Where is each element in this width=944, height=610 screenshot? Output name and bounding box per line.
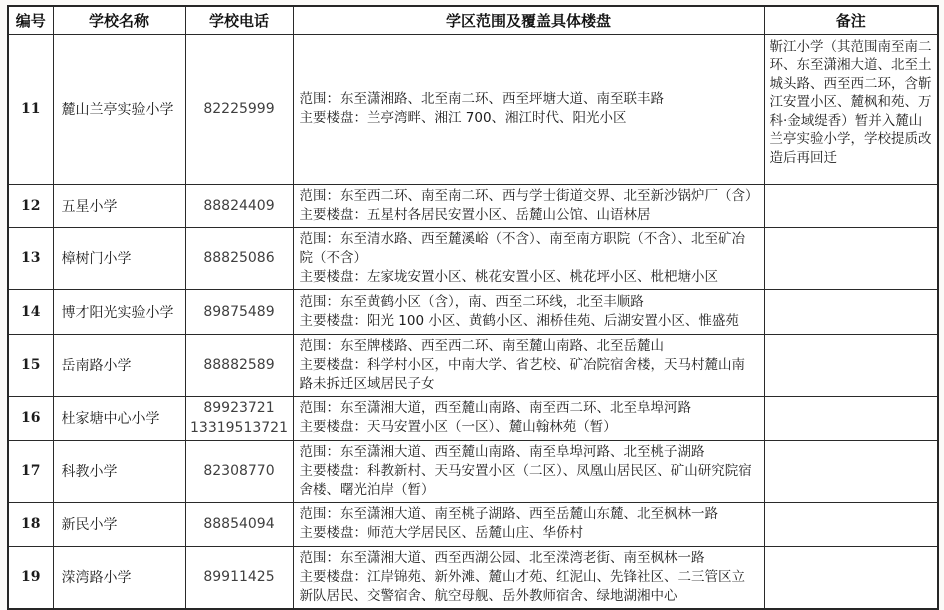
range-line: 范围：东至潇湘路、北至南二环、西至坪塘大道、南至联丰路 xyxy=(299,91,664,107)
table-row xyxy=(8,546,938,609)
buildings-line: 主要楼盘：科学村小区，中南大学、省艺校、矿冶院宿舍楼，天马村麓山南路未拆迁区域居民子女 xyxy=(299,356,745,392)
district-range-cell xyxy=(293,502,764,546)
school-name: 杜家塘中心小学 xyxy=(53,396,185,440)
row-number: 15 xyxy=(8,334,53,396)
district-range-cell xyxy=(293,334,764,396)
column-header-district-range: 学区范围及覆盖具体楼盘 xyxy=(293,6,764,34)
column-header-school-name: 学校名称 xyxy=(53,6,185,34)
table-row xyxy=(8,227,938,289)
column-header-remark: 备注 xyxy=(764,6,938,34)
school-phone xyxy=(185,396,293,440)
buildings-line: 主要楼盘：师范大学居民区、岳麓山庄、华侨村 xyxy=(299,525,583,541)
range-line: 范围：东至潇湘大道、南至桃子湖路、西至岳麓山东麓、北至枫林一路 xyxy=(299,506,718,522)
row-number: 13 xyxy=(8,227,53,289)
table-row xyxy=(8,334,938,396)
school-name: 麓山兰亭实验小学 xyxy=(53,34,185,184)
range-line: 范围：东至西二环、南至南二环、西与学士街道交界、北至新沙锅炉厂（含） xyxy=(299,187,759,204)
remark-cell xyxy=(764,546,938,609)
row-number: 11 xyxy=(8,34,53,184)
remark-cell xyxy=(764,502,938,546)
district-range-cell xyxy=(293,227,764,289)
district-range-cell xyxy=(293,440,764,502)
district-range-cell xyxy=(293,184,764,227)
range-line: 范围：东至潇湘大道、西至西湖公园、北至溁湾老街、南至枫林一路 xyxy=(299,549,705,566)
buildings-line: 主要楼盘：天马安置小区（一区）、麓山翰林苑（暂） xyxy=(299,419,617,435)
range-line: 范围：东至牌楼路、西至西二环、南至麓山南路、北至岳麓山 xyxy=(299,337,664,354)
buildings-line: 主要楼盘：兰亭湾畔、湘江 700、湘江时代、阳光小区 xyxy=(299,110,627,126)
phone-line-1: 82308770 xyxy=(203,463,275,479)
table-header xyxy=(8,6,938,34)
remark-cell xyxy=(764,440,938,502)
school-name: 溁湾路小学 xyxy=(53,546,185,609)
table-row xyxy=(8,184,938,227)
column-header-number: 编号 xyxy=(8,6,53,34)
buildings-line: 主要楼盘：江岸锦苑、新外滩、麓山才苑、红泥山、先锋社区、二三管区立新队居民、交警宿舍、航空母舰、岳外教师宿舍、绿地湖湘中心 xyxy=(299,568,745,604)
school-name: 科教小学 xyxy=(53,440,185,502)
buildings-line: 主要楼盘：科教新村、天马安置小区（二区）、凤凰山居民区、矿山研究院宿舍楼、曙光泊岸（暂） xyxy=(299,462,752,498)
row-number: 16 xyxy=(8,396,53,440)
school-name: 五星小学 xyxy=(53,184,185,227)
table-row xyxy=(8,502,938,546)
school-phone xyxy=(185,334,293,396)
phone-line-1: 88824409 xyxy=(203,197,275,214)
phone-line-1: 88854094 xyxy=(203,516,275,532)
school-name: 博才阳光实验小学 xyxy=(53,289,185,334)
range-line: 范围：东至潇湘大道、西至麓山南路、南至阜埠河路、北至桃子湖路 xyxy=(299,443,705,460)
table-body xyxy=(8,34,938,609)
table-row xyxy=(8,289,938,334)
row-number: 17 xyxy=(8,440,53,502)
buildings-line: 主要楼盘：左家垅安置小区、桃花安置小区、桃花坪小区、枇杷塘小区 xyxy=(299,268,718,285)
remark-cell: 靳江小学（其范围南至南二环、东至潇湘大道、北至土城头路、西至西二环，含靳江安置小区、麓枫和苑、万科·金域缇香）暂并入麓山兰亭实验小学，学校提质改造后再回迁 xyxy=(764,34,938,184)
school-phone xyxy=(185,546,293,609)
row-number: 14 xyxy=(8,289,53,334)
table-row xyxy=(8,396,938,440)
table-row xyxy=(8,34,938,184)
range-line: 范围：东至清水路、西至麓溪峪（不含）、南至南方职院（不含）、北至矿冶院（不含） xyxy=(299,230,745,266)
school-phone xyxy=(185,34,293,184)
header-row xyxy=(8,6,938,34)
remark-cell xyxy=(764,184,938,227)
buildings-line: 主要楼盘：阳光 100 小区、黄鹤小区、湘桥佳苑、后湖安置小区、惟盛苑 xyxy=(299,312,739,329)
school-phone xyxy=(185,440,293,502)
phone-line-1: 89875489 xyxy=(203,303,275,320)
remark-cell xyxy=(764,334,938,396)
district-range-cell xyxy=(293,546,764,609)
district-range-cell xyxy=(293,34,764,184)
buildings-line: 主要楼盘：五星村各居民安置小区、岳麓山公馆、山语林居 xyxy=(299,206,651,223)
phone-line-1: 88882589 xyxy=(203,357,275,373)
range-line: 范围：东至黄鹤小区（含），南、西至二环线，北至丰顺路 xyxy=(299,293,644,310)
school-phone xyxy=(185,502,293,546)
school-district-table xyxy=(7,5,939,610)
school-name: 樟树门小学 xyxy=(53,227,185,289)
school-phone xyxy=(185,289,293,334)
remark-cell xyxy=(764,227,938,289)
row-number: 19 xyxy=(8,546,53,609)
school-phone xyxy=(185,227,293,289)
remark-cell xyxy=(764,289,938,334)
phone-line-2: 13319513721 xyxy=(190,420,288,436)
district-range-cell xyxy=(293,396,764,440)
range-line: 范围：东至潇湘大道，西至麓山南路、南至西二环、北至阜埠河路 xyxy=(299,400,691,416)
phone-line-1: 82225999 xyxy=(203,101,275,117)
school-name: 岳南路小学 xyxy=(53,334,185,396)
row-number: 18 xyxy=(8,502,53,546)
phone-line-1: 89911425 xyxy=(203,569,275,585)
remark-cell xyxy=(764,396,938,440)
school-phone xyxy=(185,184,293,227)
phone-line-1: 88825086 xyxy=(203,250,275,266)
district-range-cell xyxy=(293,289,764,334)
row-number: 12 xyxy=(8,184,53,227)
school-name: 新民小学 xyxy=(53,502,185,546)
phone-line-1: 89923721 xyxy=(203,400,275,416)
column-header-school-phone: 学校电话 xyxy=(185,6,293,34)
table-row xyxy=(8,440,938,502)
